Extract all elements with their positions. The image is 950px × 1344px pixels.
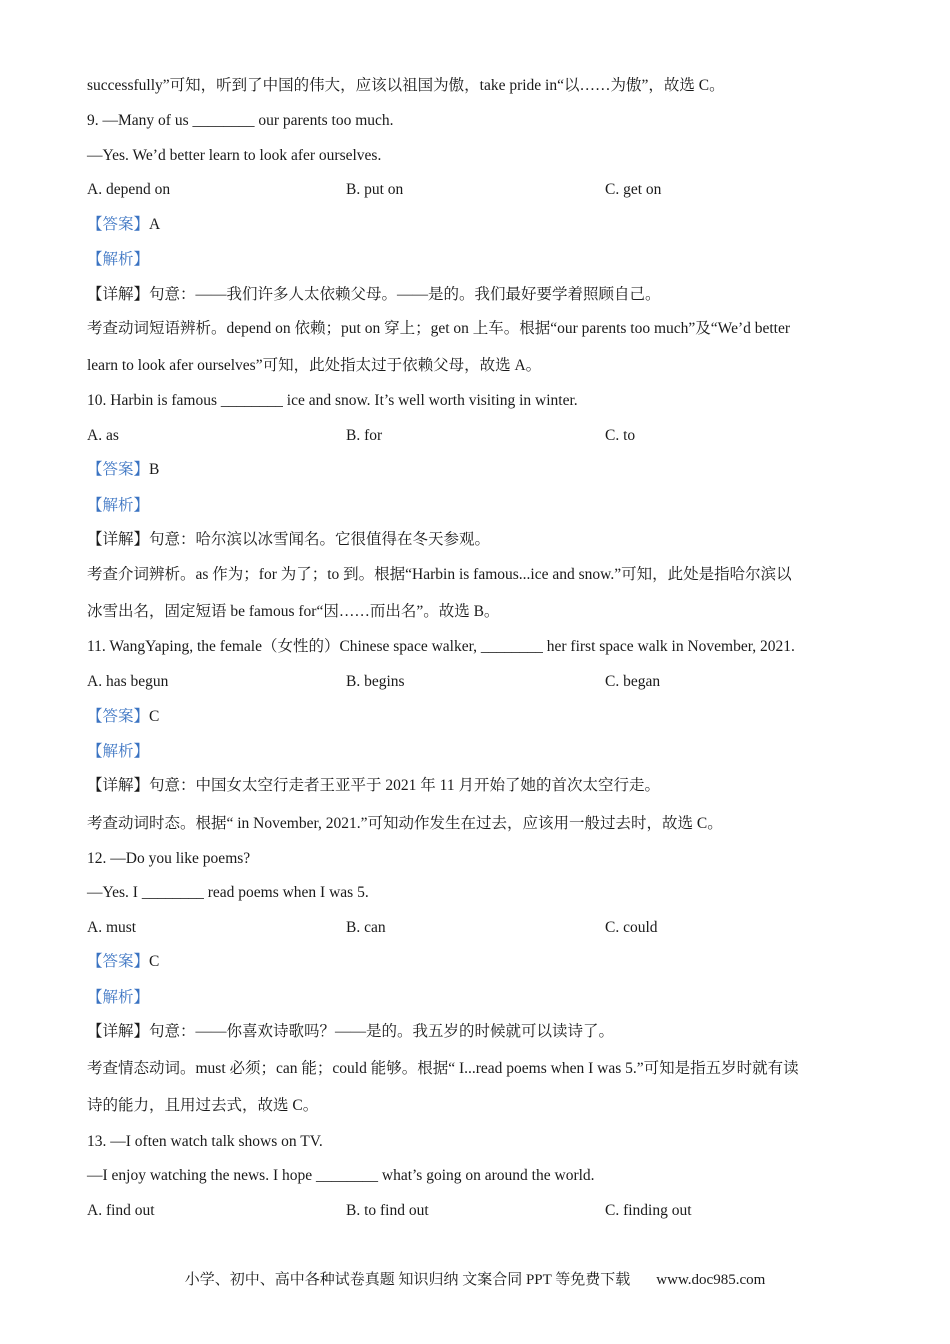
detail-tag: 【详解】 [87, 777, 150, 794]
page-footer [0, 1268, 950, 1289]
answer-tag: 【答案】 [87, 708, 150, 725]
explanation-text: 考查动词短语辨析。depend on 依赖；put on 穿上；get on 上车。根据“our parents too much”及“We’d better [87, 320, 791, 337]
detail-line [87, 529, 490, 551]
option-b: B. can [346, 919, 386, 936]
explanation-text: 考查介词辨析。as 作为；for 为了；to 到。根据“Harbin is famous...ice and snow.”可知，此处是指哈尔滨以 [87, 566, 792, 583]
question-stem: 12. —Do you like poems? [87, 850, 251, 867]
detail-tag: 【详解】 [87, 531, 150, 548]
option-b: B. begins [346, 673, 405, 690]
explanation-text: 考查情态动词。must 必须；can 能；could 能够。根据“ I...read poems when I was 5.”可知是指五岁时就有读 [87, 1060, 799, 1077]
detail-text: 句意：中国女太空行走者王亚平于 2021 年 11 月开始了她的首次太空行走。 [149, 777, 660, 794]
explanation-text: learn to look afer ourselves”可知，此处指太过于依赖父母，故选 A。 [87, 357, 542, 374]
option-c: C. get on [605, 181, 662, 198]
analysis-tag: 【解析】 [87, 743, 150, 760]
detail-text: 句意：——我们许多人太依赖父母。——是的。我们最好要学着照顾自己。 [149, 286, 661, 303]
option-a: A. as [87, 427, 119, 444]
analysis-tag: 【解析】 [87, 989, 150, 1006]
detail-line [87, 284, 661, 306]
footer-link[interactable]: www.doc985.com [656, 1272, 766, 1288]
detail-tag: 【详解】 [87, 1023, 150, 1040]
option-c: C. began [605, 673, 661, 690]
footer-text: 小学、初中、高中各种试卷真题 知识归纳 文案合同 PPT 等免费下载 [184, 1272, 631, 1288]
explanation-text: 冰雪出名，固定短语 be famous for“因……而出名”。故选 B。 [87, 603, 500, 620]
question-stem: —Yes. We’d better learn to look afer ourselves. [87, 147, 382, 164]
explanation-text: 考查动词时态。根据“ in November, 2021.”可知动作发生在过去，应该用一般过去时，故选 C。 [87, 815, 723, 832]
answer-value: C [149, 708, 160, 725]
option-a: A. has begun [87, 673, 169, 690]
detail-text: 句意：——你喜欢诗歌吗？——是的。我五岁的时候就可以读诗了。 [149, 1023, 615, 1040]
option-b: B. to find out [346, 1202, 429, 1219]
question-stem: 11. WangYaping, the female（女性的）Chinese space walker, ________ her first space walk in November, 2021. [87, 638, 795, 655]
answer-line [87, 214, 160, 236]
answer-value: B [149, 461, 160, 478]
answer-line [87, 951, 159, 973]
question-stem: —I enjoy watching the news. I hope ________ what’s going on around the world. [87, 1167, 595, 1184]
answer-line [87, 706, 159, 728]
answer-line [87, 459, 159, 481]
option-c: C. to [605, 427, 636, 444]
answer-tag: 【答案】 [87, 953, 150, 970]
intro-text: successfully”可知，听到了中国的伟大，应该以祖国为傲，take pride in“以……为傲”，故选 C。 [87, 77, 725, 94]
option-a: A. must [87, 919, 137, 936]
question-stem: 9. —Many of us ________ our parents too much. [87, 112, 394, 129]
option-a: A. find out [87, 1202, 155, 1219]
question-stem: 10. Harbin is famous ________ ice and snow. It’s well worth visiting in winter. [87, 392, 578, 409]
answer-tag: 【答案】 [87, 216, 150, 233]
option-b: B. put on [346, 181, 404, 198]
question-stem: —Yes. I ________ read poems when I was 5. [87, 884, 369, 901]
option-c: C. could [605, 919, 658, 936]
question-stem: 13. —I often watch talk shows on TV. [87, 1133, 323, 1150]
detail-tag: 【详解】 [87, 286, 150, 303]
option-a: A. depend on [87, 181, 171, 198]
analysis-tag: 【解析】 [87, 497, 150, 514]
explanation-text: 诗的能力，且用过去式，故选 C。 [87, 1097, 319, 1114]
answer-value: A [149, 216, 161, 233]
option-c: C. finding out [605, 1202, 692, 1219]
option-b: B. for [346, 427, 383, 444]
detail-line [87, 775, 660, 797]
detail-line [87, 1021, 614, 1043]
answer-tag: 【答案】 [87, 461, 150, 478]
answer-value: C [149, 953, 160, 970]
analysis-tag: 【解析】 [87, 251, 150, 268]
detail-text: 句意：哈尔滨以冰雪闻名。它很值得在冬天参观。 [149, 531, 491, 548]
